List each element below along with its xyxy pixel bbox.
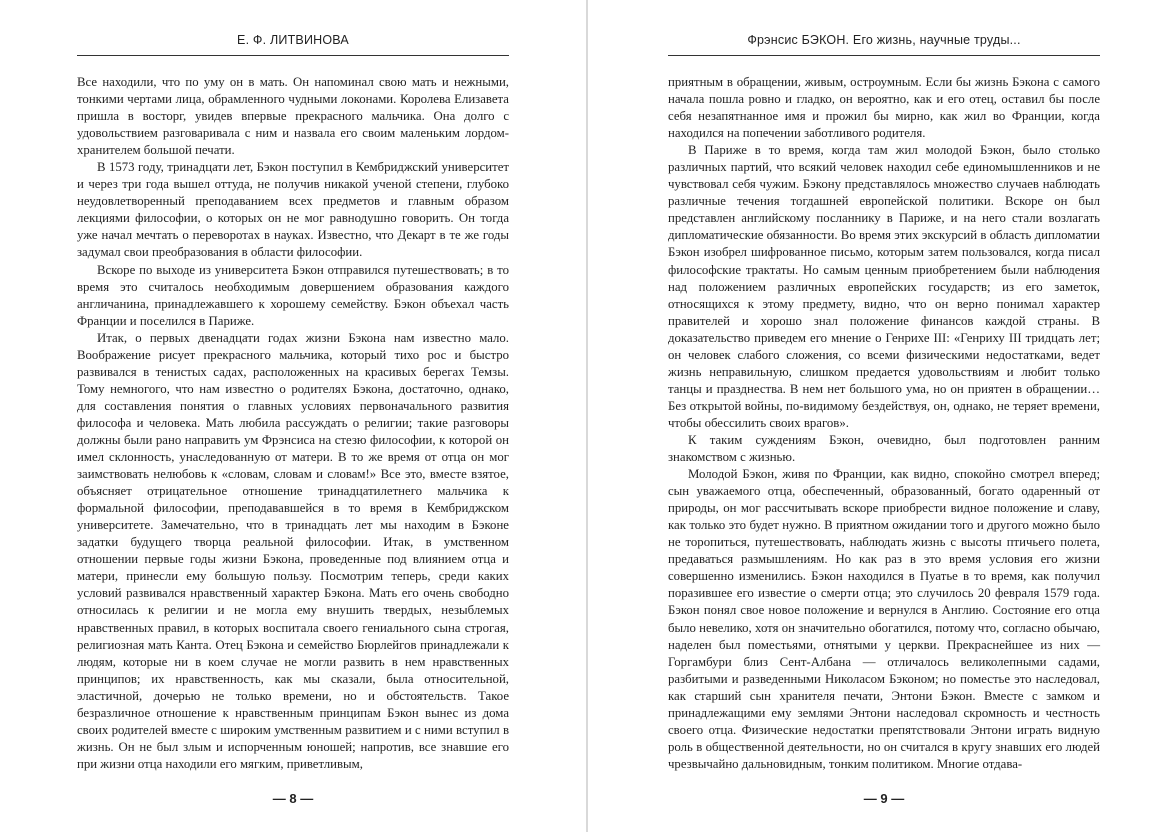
page-gutter bbox=[586, 0, 588, 832]
paragraph: приятным в обращении, живым, остроумным. Если бы жизнь Бэкона с самого начала пошла ровно и гладко, он вероятно, как и его отец, оставил бы после себя незапятнанное имя и прожил бы мирно, как жил во Франции, когда находился на попечении заботливого родителя. bbox=[668, 75, 1100, 141]
left-header-rule bbox=[77, 55, 509, 56]
paragraph: Итак, о первых двенадцати годах жизни Бэкона нам известно мало. Воображение рисует прекрасного мальчика, который тихо рос и быстро развивался в тенистых садах, расположенных на красивых берегах Темзы. Тому немногого, что нам известно о родителях Бэкона, достаточно, однако, для составления понятия о главных условиях первоначального развития философа и человека. Мать любила рассуждать о религии; такие разговоры должны были рано направить ум Фрэнсиса на стезю философии, к которой он имел склонность, унаследованную от матери. В то же время от отца он мог заимствовать нелюбовь к «словам, словам и словам!» Все это, вместе взятое, объясняет отрицательное отношение тринадцатилетнего мальчика к формальной философии, преподававшейся в то время в Кембриджском университете. Замечательно, что в тринадцать лет мы находим в Бэконе задатки будущего творца реальной философии. Итак, в умственном отношении первые годы жизни Бэкона, проведенные под влиянием отца и матери, принесли ему большую пользу. Посмотрим теперь, среди каких условий развивался нравственный характер Бэкона. Мать его очень свободно относилась к религии и не могла ему внушить твердых, незыблемых нравственных правил, в которых воспитала своего гениального сына строгая, религиозная мать Канта. Отец Бэкона и семейство Бюрлейгов принадлежали к людям, которые ни в коем случае не могли развить в нем нравственных принципов; их нравственность, как мы сказали, была относительной, эластичной, дочерью не только времени, но и обстоятельств. Такое безразличное отношение к нравственным принципам Бэкон вынес из дома своих родителей вместе с широким умственным развитием и с ними вступил в жизнь. Он не был злым и испорченным юношей; напротив, все знавшие его при жизни отца находили его мягким, приветливым, bbox=[77, 330, 509, 771]
right-running-head: Фрэнсис БЭКОН. Его жизнь, научные труды... bbox=[747, 33, 1021, 47]
paragraph: Вскоре по выходе из университета Бэкон отправился путешествовать; в то время это считалось необходимым довершением образования каждого англичанина, принадлежавшего к хорошему семейству. Бэкон объехал часть Франции и поселился в Париже. bbox=[77, 262, 509, 328]
left-body-text bbox=[77, 74, 509, 773]
left-page-number: — 8 — bbox=[272, 791, 314, 806]
paragraph: В 1573 году, тринадцати лет, Бэкон поступил в Кембриджский университет и через три года вышел оттуда, не получив никакой ученой степени, глубоко неудовлетворенный преподаванием всех предметов и главным образом лекциями философии, о которых он не мог равнодушно говорить. Он тогда уже начал мечтать о переворотах в науках. Известно, что Декарт в те же годы задумал свои преобразования в области философии. bbox=[77, 160, 509, 260]
right-body-text bbox=[668, 74, 1100, 773]
left-running-head: Е. Ф. ЛИТВИНОВА bbox=[237, 33, 349, 47]
right-page bbox=[668, 0, 1100, 832]
paragraph: Молодой Бэкон, живя по Франции, как видно, спокойно смотрел вперед; сын уважаемого отца, обеспеченный, образованный, богато одаренный от природы, он мог рассчитывать вскоре приобрести видное положение и славу, как только это будет нужно. В приятном ожидании того и другого можно было не торопиться, путешествовать, наблюдать жизнь с высоты птичьего полета, предаваться размышлениям. Но как раз в это время условия его жизни совершенно изменились. Бэкон находился в Пуатье в то время, как получил поразившее его известие о смерти отца; это случилось 20 февраля 1579 года. Бэкон понял свое новое положение и вернулся в Англию. Состояние его отца было невелико, хотя он значительно обогатился, потому что, согласно обычаю, наделен был поместьями, отнятыми у церкви. Прекраснейшее из них — Горгамбури близ Сент-Албана — отличалось великолепными садами, разбитыми и разведенными Николасом Бэконом; но поместье это наследовал, как старший сын хранителя печати, Энтони Бэкон. Вместе с замком и принадлежащими ему землями Энтони наследовал скромность и честность своего отца. Физические недостатки препятствовали Энтони играть видную роль в общественной деятельности, но он считался в кругу знавших его людей чрезвычайно дальновидным, тонким политиком. Многие отдава- bbox=[668, 467, 1100, 771]
paragraph: К таким суждениям Бэкон, очевидно, был подготовлен ранним знакомством с жизнью. bbox=[668, 432, 1100, 465]
left-page bbox=[77, 0, 509, 832]
right-page-number: — 9 — bbox=[863, 791, 905, 806]
right-header-rule bbox=[668, 55, 1100, 56]
paragraph: В Париже в то время, когда там жил молодой Бэкон, было столько различных партий, что всякий человек находил себе единомышленников и не чувствовал себя чужим. Бэкону представлялось множество случаев наблюдать различные течения тогдашней европейской политики. Вскоре он был представлен английскому посланнику в Париже, и на него стали возлагать дипломатические обязанности. Во время этих экскурсий в область дипломатии Бэкон изобрел шифрованное письмо, которым затем пользовался, когда писал философские трактаты. Но самым ценным приобретением были наблюдения над положением различных европейских государств; из его заметок, относящихся к этому предмету, видно, что он верно понимал характер правителей и хорошо знал положение финансов каждой страны. В доказательство приведем его мнение о Генрихе III: «Генриху III тридцать лет; он человек слабого сложения, со всеми физическими недостатками, ведет жизнь неправильную, слишком предается удовольствиям и любит только танцы и празднества. В нем нет большого ума, но он приятен в обращении… Без открытой войны, по-видимому бездействуя, он, однако, не теряет времени, чтобы обессилить своих врагов». bbox=[668, 143, 1100, 430]
paragraph: Все находили, что по уму он в мать. Он напоминал свою мать и нежными, тонкими чертами лица, обрамленного чудными локонами. Королева Елизавета пришла в восторг, увидев впервые прекрасного мальчика. Она долго с удовольствием разговаривала с ним и назвала его своим маленьким лордом-хранителем большой печати. bbox=[77, 75, 509, 158]
